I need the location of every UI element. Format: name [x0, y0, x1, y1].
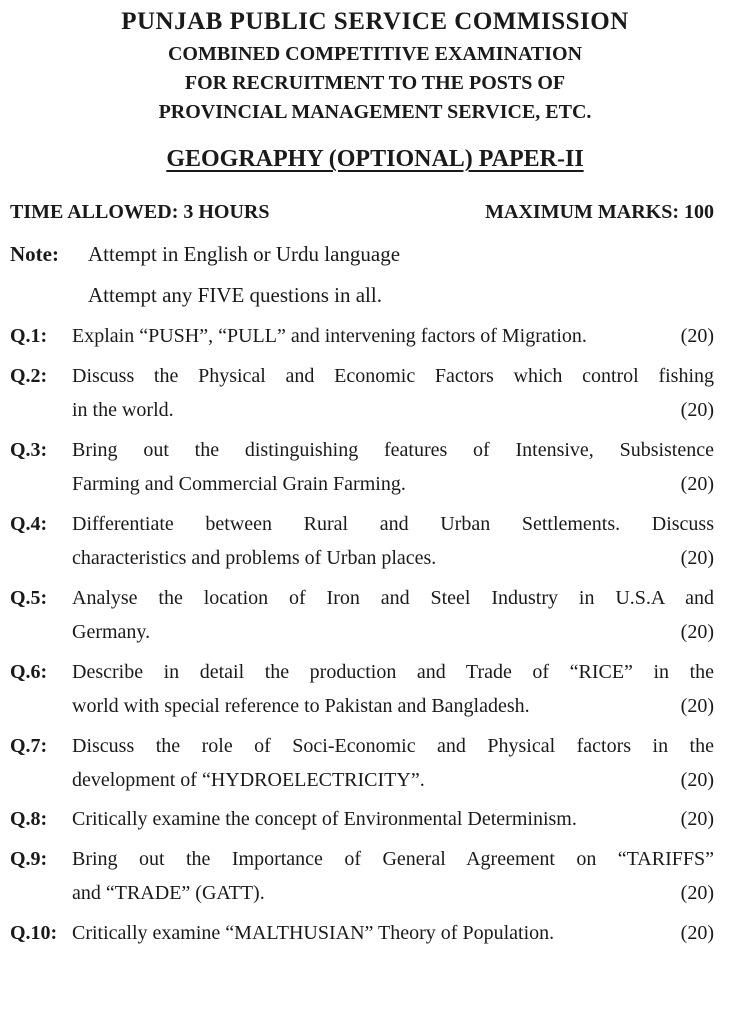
question-number: Q.8:: [10, 808, 48, 830]
question-body: [72, 802, 714, 836]
question-line2: [72, 876, 714, 910]
question-body: [72, 359, 714, 427]
question-text-line2: in the world.: [72, 399, 174, 421]
commission-title: PUNJAB PUBLIC SERVICE COMMISSION: [121, 8, 629, 35]
question-text-line2: characteristics and problems of Urban places.: [72, 547, 437, 569]
question-number: Q.9:: [10, 848, 48, 870]
time-allowed: TIME ALLOWED: 3 HOURS: [10, 201, 270, 223]
question-number: Q.5:: [10, 587, 48, 609]
question-text-line2: world with special reference to Pakistan and Bangladesh.: [72, 695, 530, 717]
question-text: Critically examine the concept of Environmental Determinism.: [72, 808, 577, 830]
question-marks: (20): [680, 808, 714, 830]
question-text-line1: Analyse the location of Iron and Steel Industry in U.S.A and: [72, 587, 714, 609]
question-2: [10, 359, 714, 427]
exam-title-line1: COMBINED COMPETITIVE EXAMINATION: [167, 43, 583, 65]
question-number: Q.4:: [10, 513, 48, 535]
question-7: [10, 729, 714, 797]
question-marks: (20): [680, 769, 714, 791]
paper-title: [0, 146, 750, 173]
paper-title-text: GEOGRAPHY (OPTIONAL) PAPER-II: [166, 146, 584, 172]
question-line2: [72, 763, 714, 797]
question-body: [72, 729, 714, 797]
question-text-line1: Differentiate between Rural and Urban Settlements. Discuss: [72, 513, 714, 535]
question-text-line1: Discuss the role of Soci-Economic and Physical factors in the: [72, 735, 714, 757]
exam-title-line3: PROVINCIAL MANAGEMENT SERVICE, ETC.: [158, 101, 592, 123]
note-text-1: Attempt in English or Urdu language: [88, 242, 401, 266]
question-8: [10, 802, 714, 836]
question-body: [72, 842, 714, 910]
question-text: Critically examine “MALTHUSIAN” Theory of Population.: [72, 922, 555, 944]
question-marks: (20): [680, 399, 714, 421]
question-9: [10, 842, 714, 910]
question-number: Q.10:: [10, 922, 58, 944]
question-text-line1: Describe in detail the production and Trade of “RICE” in the: [72, 661, 714, 683]
question-body: [72, 319, 714, 353]
question-marks: (20): [680, 882, 714, 904]
question-text: Explain “PUSH”, “PULL” and intervening factors of Migration.: [72, 325, 587, 347]
question-line2: [72, 615, 714, 649]
question-text-line1: Bring out the distinguishing features of Intensive, Subsistence: [72, 439, 714, 461]
exam-title-line2: FOR RECRUITMENT TO THE POSTS OF: [184, 72, 566, 94]
question-line2: [72, 689, 714, 723]
question-number: Q.2:: [10, 365, 48, 387]
question-1: [10, 319, 714, 353]
question-10: [10, 916, 714, 950]
question-marks: (20): [680, 621, 714, 643]
question-text-line2: development of “HYDROELECTRICITY”.: [72, 769, 425, 791]
question-body: [72, 507, 714, 575]
question-line2: [72, 467, 714, 501]
question-body: [72, 581, 714, 649]
question-text-line1: Bring out the Importance of General Agreement on “TARIFFS”: [72, 848, 714, 870]
maximum-marks: MAXIMUM MARKS: 100: [485, 201, 714, 223]
question-marks: (20): [680, 473, 714, 495]
question-body: [72, 433, 714, 501]
question-line2: [72, 541, 714, 575]
note-line2: [10, 283, 714, 308]
question-body: [72, 655, 714, 723]
question-text-line2: Farming and Commercial Grain Farming.: [72, 473, 406, 495]
note-line1: [10, 242, 714, 267]
question-marks: (20): [680, 695, 714, 717]
question-number: Q.3:: [10, 439, 48, 461]
question-5: [10, 581, 714, 649]
question-text-line1: Discuss the Physical and Economic Factors which control fishing: [72, 365, 714, 387]
question-4: [10, 507, 714, 575]
question-marks: (20): [680, 547, 714, 569]
question-number: Q.6:: [10, 661, 48, 683]
question-6: [10, 655, 714, 723]
question-number: Q.7:: [10, 735, 48, 757]
note-text-2: Attempt any FIVE questions in all.: [88, 283, 382, 307]
question-text-line2: and “TRADE” (GATT).: [72, 882, 265, 904]
note-label: Note:: [10, 242, 59, 266]
question-body: [72, 916, 714, 950]
exam-meta-row: [10, 201, 714, 224]
question-marks: (20): [680, 325, 714, 347]
question-3: [10, 433, 714, 501]
question-marks: (20): [680, 922, 714, 944]
question-line2: [72, 393, 714, 427]
question-text-line2: Germany.: [72, 621, 151, 643]
question-number: Q.1:: [10, 325, 48, 347]
